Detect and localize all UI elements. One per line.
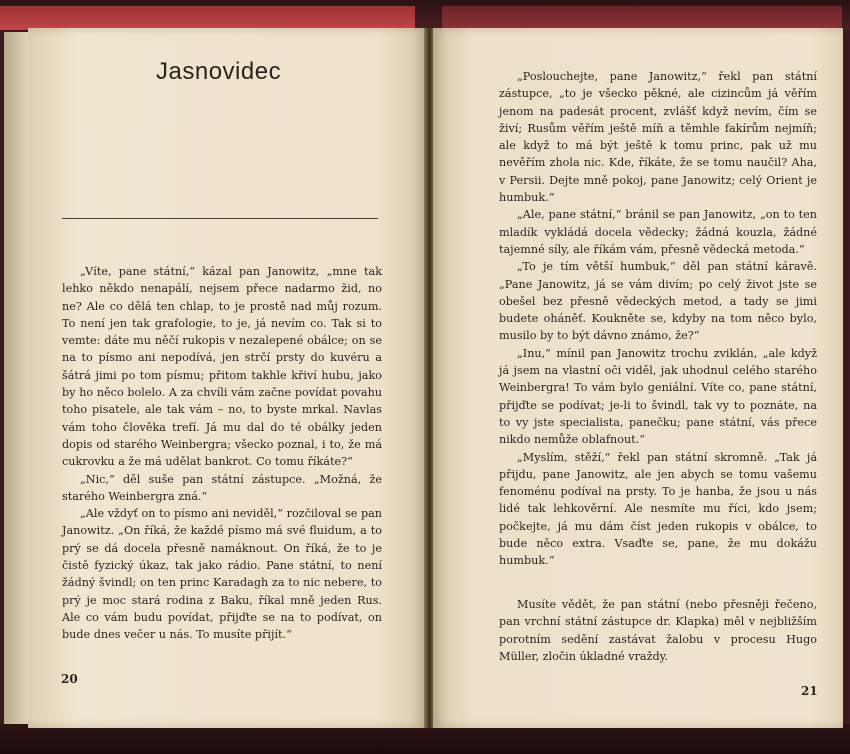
right-page (433, 28, 843, 728)
chapter-title: Jasnovidec (156, 58, 282, 85)
left-page (28, 28, 426, 728)
paragraph: „Ale vždyť on to písmo ani neviděl,“ rozčiloval se pan Janowitz. „On říká, že každé písmo má své fluidum, a to prý se dá docela přesně namáknout. On říká, že to je čistě fyzický úkaz, tak jako rádio. Pane státní, to není žádný švindl; on ten princ Karadagh za to nic nebere, to prý je moc stará rodina z Baku, říkal mně jeden Rus. Ale co vám budu povídat, přijďte se na to podívat, on bude dnes večer u nás. To musíte přijít.“ (62, 507, 382, 642)
paragraph: „To je tím větší humbuk,“ děl pan státní káravě. „Pane Janowitz, já se vám divím; po celý život jste se obešel bez přesně vědeckých metod, a tady se jimi budete oháněť. Koukněte se, kdyby na tom něco bylo, musilo by to být dávno známo, že?“ (499, 260, 817, 343)
paragraph: „Ale, pane státní,“ bránil se pan Janowitz, „on to ten mladík vykládá docela vědecky; žádná kouzla, žádné tajemné síly, ale říkám vám, přesně vědecká metoda.“ (499, 208, 817, 256)
section-text (499, 596, 817, 665)
book-cover-left-edge (0, 6, 415, 30)
paragraph: „Víte, pane státní,“ kázal pan Janowitz, „mne tak lehko někdo nenapálí, nejsem přece nadarmo žid, no ne? Ale co dělá ten chlap, to je prostě nad můj rozum. To není jen tak grafologie, to je, já nevím co. Tak si to vemte: dáte mu něčí rukopis v nezalepené obálce; on se na to písmo ani nepodívá, jen strčí prsty do kuvéru a šátrá jimi po tom písmu; přitom takhle křiví hubu, jako by ho něco bolelo. A za chvíli vám začne povídat povahu toho pisatele, ale tak vám – no, to byste mrkal. Navlas vám toho člověka trefí. Já mu dal do té obálky jeden dopis od starého Weinbergra; všecko poznal, i to, že má cukrovku a že má udělat bankrot. Co tomu říkáte?“ (62, 265, 382, 469)
paragraph: „Nic,“ děl suše pan státní zástupce. „Možná, že starého Weinbergra zná.“ (62, 472, 382, 503)
paragraph: Musíte vědět, že pan státní (nebo přesněji řečeno, pan vrchní státní zástupce dr. Klapka) měl v nejbližším porotním sedění zastávat žalobu v procesu Hugo Müller, zločin úkladné vraždy. (499, 598, 817, 663)
paragraph: „Myslím, stěží,“ řekl pan státní skromně. „Tak já přijdu, pane Janowitz, ale jen abych se tomu vašemu fenoménu podíval na prsty. To je hanba, že jsou u nás lidé tak lehkověrní. Ale nesmíte mu říci, kdo jsem; počkejte, já mu dám číst jeden rukopis v obálce, to bude něco extra. Vsaďte se, pane, že mu dokážu humbuk.“ (499, 450, 817, 568)
left-page-text (62, 263, 382, 644)
right-page-text (499, 68, 817, 570)
book-bottom-edge (0, 724, 850, 754)
title-rule (62, 218, 378, 219)
page-number: 21 (801, 684, 818, 698)
page-number: 20 (61, 672, 78, 686)
paragraph: „Inu,“ mínil pan Janowitz trochu zviklán, „ale když já jsem na vlastní oči viděl, jak uhodnul celého starého Weinbergra! To vám bylo geniální. Víte co, pane státní, přijďte se podívat; je-li to švindl, tak vy to poznáte, na to vy jste specialista, panečku; pane státní, vás přece nikdo nemůže oblafnout.“ (499, 346, 817, 447)
book-cover-right-edge (442, 6, 842, 28)
underlying-page-edge (4, 32, 30, 732)
paragraph: „Poslouchejte, pane Janowitz,“ řekl pan státní zástupce, „to je všecko pěkné, ale cizincům já věřím jenom na padesát procent, zvlášť když nevím, čím se živí; Rusům věřím ještě míň a těmhle fakírům nejmíň; ale když to má být ještě k tomu princ, pak už mu nevěřím zhola nic. Kde, říkáte, že se tomu naučil? Aha, v Persii. Dejte mně pokoj, pane Janowitz; celý Orient je humbuk.“ (499, 70, 817, 205)
